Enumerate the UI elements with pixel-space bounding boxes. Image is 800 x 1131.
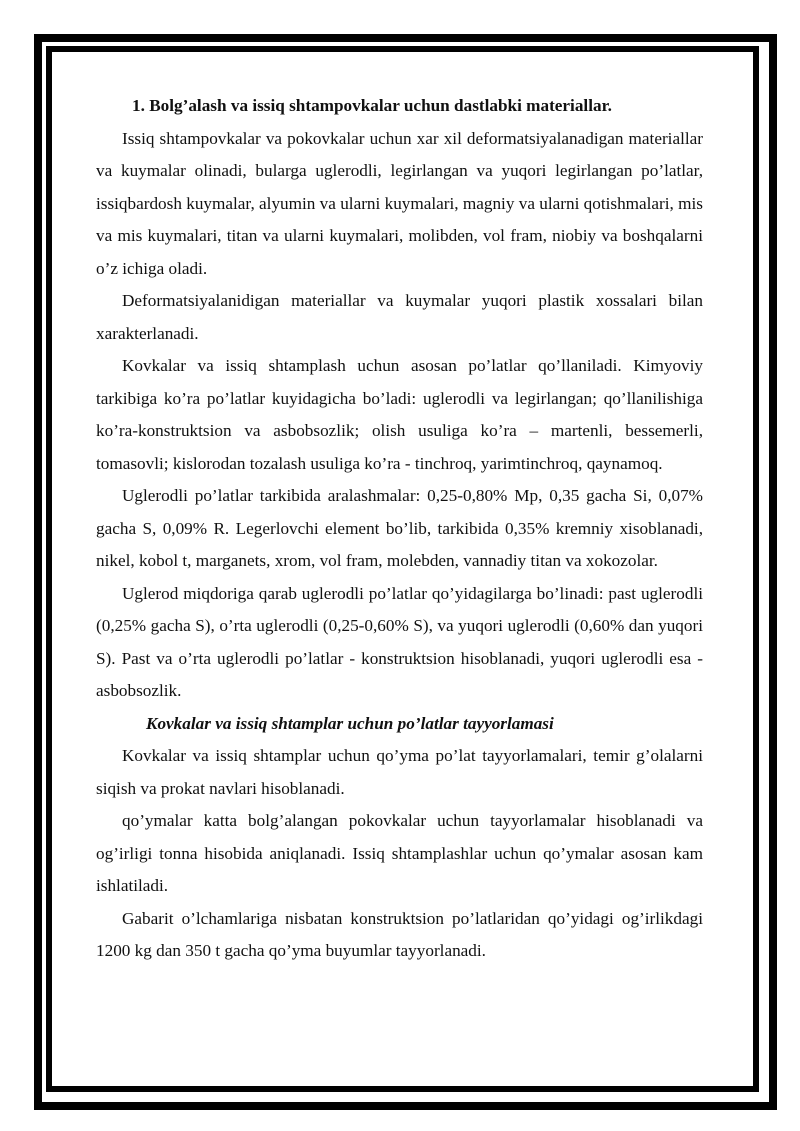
paragraph: Deformatsiyalanidigan materiallar va kuymalar yuqori plastik xossalari bilan xarakterlanadi. xyxy=(96,291,703,343)
section-subheading: Kovkalar va issiq shtamplar uchun po’latlar tayyorlamasi xyxy=(146,713,554,733)
paragraph: Uglerod miqdoriga qarab uglerodli po’latlar qo’yidagilarga bo’linadi: past uglerodli (0,25% gacha S), o’rta uglerodli (0,25-0,60% S), va yuqori uglerodli (0,60% dan yuqori S). Past va o’rta uglerodli po’latlar - konstruktsion hisoblanadi, yuqori uglerodli esa - asbobsozlik. xyxy=(96,583,703,700)
paragraph: Kovkalar va issiq shtamplash uchun asosan po’latlar qo’llaniladi. Kimyoviy tarkibiga ko’ra po’latlar kuyidagicha bo’ladi: uglerodli va legirlangan; qo’llanilishiga ko’ra-konstruktsion va asbobsozlik; olish usuliga ko’ra – martenli, bessemerli, tomasovli; kislorodan tozalash usuliga ko’ra - tinchroq, yarimtinchroq, qaynamoq. xyxy=(96,356,703,473)
paragraph: Gabarit o’lchamlariga nisbatan konstruktsion po’latlaridan qo’yidagi og’irlikdagi 1200 kg dan 350 t gacha qo’yma buyumlar tayyorlanadi. xyxy=(96,908,703,960)
paragraph: Kovkalar va issiq shtamplar uchun qo’yma po’lat tayyorlamalari, temir g’olalarni siqish va prokat navlari hisoblanadi. xyxy=(96,746,703,798)
paragraph: qo’ymalar katta bolg’alangan pokovkalar uchun tayyorlamalar hisoblanadi va og’irligi tonna hisobida aniqlanadi. Issiq shtamplashlar uchun qo’ymalar asosan kam ishlatiladi. xyxy=(96,811,703,895)
paragraph: Issiq shtampovkalar va pokovkalar uchun xar xil deformatsiyalanadigan materiallar va kuymalar olinadi, bularga uglerodli, legirlangan va yuqori legirlangan po’latlar, issiqbardosh kuymalar, alyumin va ularni kuymalari, magniy va ularni qotishmalari, mis va mis kuymalari, titan va ularni kuymalari, molibden, vol fram, niobiy va boshqalarni o’z ichiga oladi. xyxy=(96,128,703,278)
section-heading: 1. Bolg’alash va issiq shtampovkalar uchun dastlabki materiallar. xyxy=(132,96,612,115)
document-body xyxy=(96,90,703,968)
paragraph: Uglerodli po’latlar tarkibida aralashmalar: 0,25-0,80% Mp, 0,35 gacha Si, 0,07% gacha S, 0,09% R. Legerlovchi element bo’lib, tarkibida 0,35% kremniy xisoblanadi, nikel, kobol t, marganets, xrom, vol fram, molebden, vannadiy titan va xokozolar. xyxy=(96,486,703,570)
